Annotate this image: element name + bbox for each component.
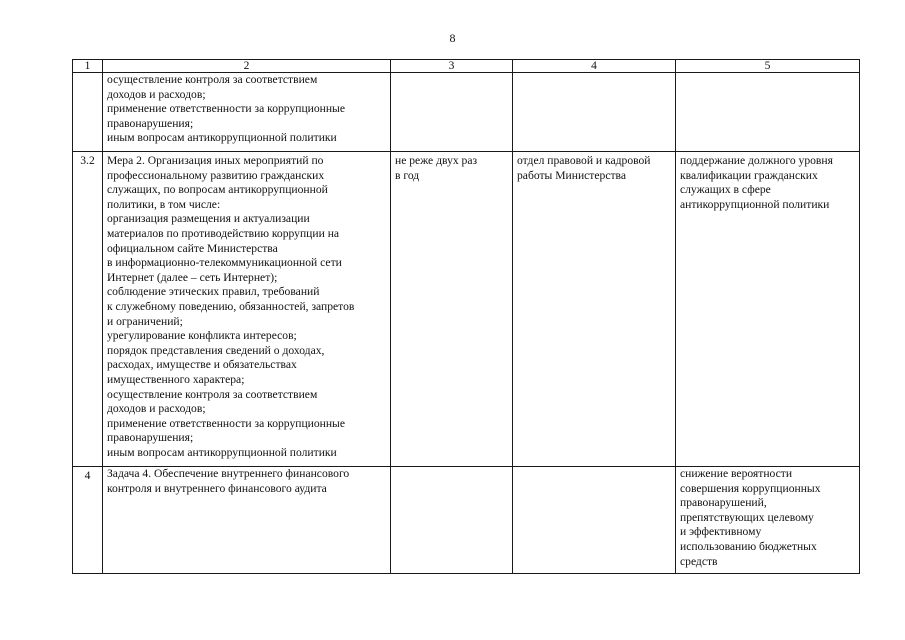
measure-text: Задача 4. Обеспечение внутреннего финансового контроля и внутреннего финансового аудита <box>103 467 391 574</box>
executor-cell: отдел правовой и кадровой работы Министерства <box>513 152 676 467</box>
result-cell: поддержание должного уровня квалификации гражданских служащих в сфере антикоррупционной политики <box>676 152 860 467</box>
header-cell: 2 <box>103 60 391 73</box>
row-number: 4 <box>73 467 103 574</box>
measures-table <box>72 59 860 574</box>
header-cell: 1 <box>73 60 103 73</box>
executor-cell <box>513 73 676 152</box>
table-header-row <box>73 60 860 73</box>
result-cell <box>676 73 860 152</box>
page-number: 8 <box>449 31 456 45</box>
result-cell: снижение вероятности совершения коррупционных правонарушений, препятствующих целевому и эффективному использованию бюджетных средств <box>676 467 860 574</box>
header-cell: 3 <box>391 60 513 73</box>
header-cell: 4 <box>513 60 676 73</box>
period-cell <box>391 467 513 574</box>
row-number: 3.2 <box>73 152 103 467</box>
table-row <box>73 467 860 574</box>
period-cell: не реже двух раз в год <box>391 152 513 467</box>
table-row <box>73 152 860 467</box>
table-row <box>73 73 860 152</box>
executor-cell <box>513 467 676 574</box>
period-cell <box>391 73 513 152</box>
header-cell: 5 <box>676 60 860 73</box>
measure-text: осуществление контроля за соответствием доходов и расходов; применение ответственности за коррупционные правонарушения; иным вопросам антикоррупционной политики <box>103 73 391 152</box>
measure-text: Мера 2. Организация иных мероприятий по профессиональному развитию гражданских служащих, по вопросам антикоррупционной политики, в том числе: организация размещения и актуализации материалов по противодействию коррупции на официальном сайте Министерства в информационно-телекоммуникационной сети Интернет (далее – сеть Интернет); соблюдение этических правил, требований к служебному поведению, обязанностей, запретов и ограничений; урегулирование конфликта интересов; порядок представления сведений о доходах, расходах, имуществе и обязательствах имущественного характера; осуществление контроля за соответствием доходов и расходов; применение ответственности за коррупционные правонарушения; иным вопросам антикоррупционной политики <box>103 152 391 467</box>
row-number <box>73 73 103 152</box>
